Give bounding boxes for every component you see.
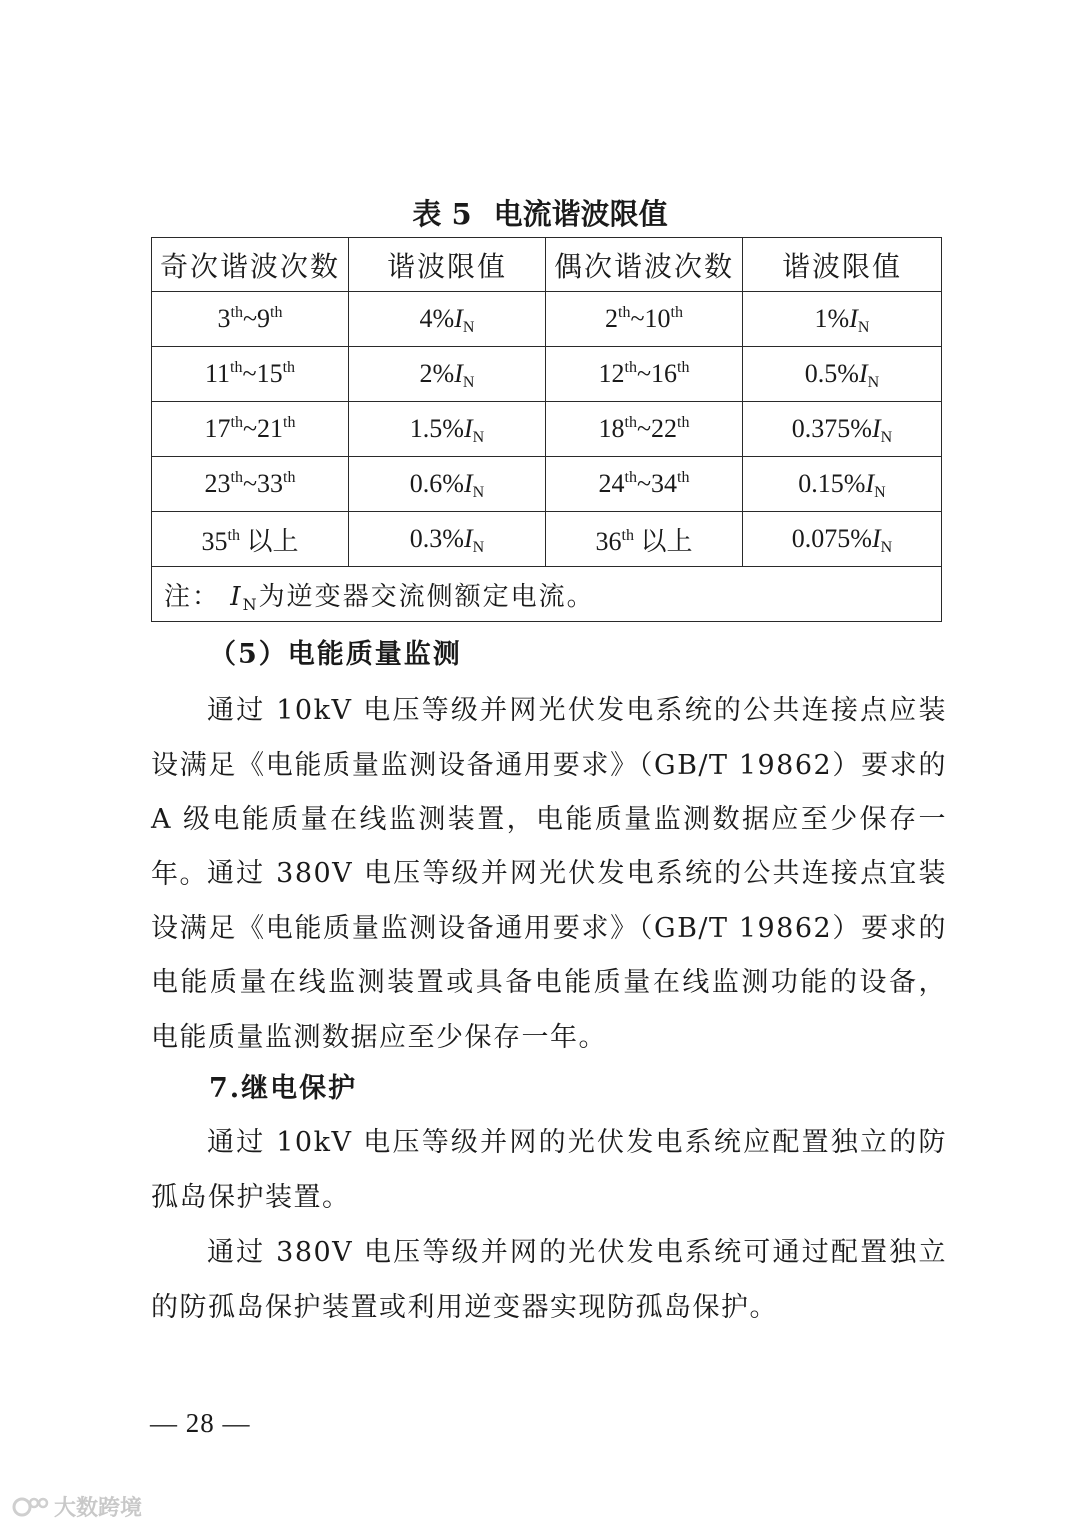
table-row [152,292,942,347]
header-even-order: 偶次谐波次数 [546,238,743,292]
table-row [152,512,942,567]
odd-limit-cell: $4\%I_N$ [349,292,546,347]
odd-limit-cell: $2\%I_N$ [349,347,546,402]
header-even-limit: 谐波限值 [743,238,942,292]
odd-limit-cell: $0.3\%I_N$ [349,512,546,567]
watermark-logo-icon [12,1496,50,1518]
table-row [152,457,942,512]
section-7-paragraph-1: 通过 10kV 电压等级并网的光伏发电系统应配置独立的防孤岛保护装置。 [151,1127,947,1213]
section-7-paragraph-2: 通过 380V 电压等级并网的光伏发电系统可通过配置独立的防孤岛保护装置或利用逆变器实现防孤岛保护。 [151,1237,947,1323]
even-limit-cell: $0.375\%I_N$ [743,402,942,457]
odd-order-cell: 17th~21th [152,402,349,457]
odd-order-cell: 35th 以上 [152,512,349,567]
even-order-cell: 36th 以上 [546,512,743,567]
even-limit-cell: $0.15\%I_N$ [743,457,942,512]
page-number: — 28 — [150,1408,251,1438]
section-5-paragraph-1: 通过 10kV 电压等级并网光伏发电系统的公共连接点应装设满足《电能质量监测设备通用要求》（GB/T 19862）要求的 A 级电能质量在线监测装置，电能质量监测数据应至少保存一年。 [151,695,947,890]
section-7-heading: 7.继电保护 [209,1073,358,1104]
odd-limit-cell: $1.5\%I_N$ [349,402,546,457]
even-limit-cell: $0.075\%I_N$ [743,512,942,567]
harmonic-limit-table [151,237,942,622]
table-row [152,402,942,457]
odd-limit-cell: $0.6\%I_N$ [349,457,546,512]
table-title-text: 电流谐波限值 [493,197,668,231]
table-row [152,347,942,402]
even-order-cell: 2th~10th [546,292,743,347]
table-note-row [152,567,942,622]
section-5-heading: （5）电能质量监测 [209,639,462,670]
section-5-paragraph-2: 通过 380V 电压等级并网光伏发电系统的公共连接点宜装设满足《电能质量监测设备通用要求》（GB/T 19862）要求的电能质量在线监测装置或具备电能质量在线监测功能的设备，电能质量监测数据应至少保存一年。 [151,858,947,1053]
odd-order-cell: 3th~9th [152,292,349,347]
watermark-text: 大数跨境 [54,1496,143,1521]
even-order-cell: 12th~16th [546,347,743,402]
odd-order-cell: 11th~15th [152,347,349,402]
table-title [0,192,1080,236]
even-order-cell: 18th~22th [546,402,743,457]
header-odd-order: 奇次谐波次数 [152,238,349,292]
odd-order-cell: 23th~33th [152,457,349,512]
table-note: 注： $I_N$为逆变器交流侧额定电流。 [152,567,942,622]
header-odd-limit: 谐波限值 [349,238,546,292]
table-number: 表 5 [412,197,472,231]
even-limit-cell: $0.5\%I_N$ [743,347,942,402]
even-limit-cell: $1\%I_N$ [743,292,942,347]
table-header-row [152,238,942,292]
even-order-cell: 24th~34th [546,457,743,512]
watermark [12,1491,142,1522]
